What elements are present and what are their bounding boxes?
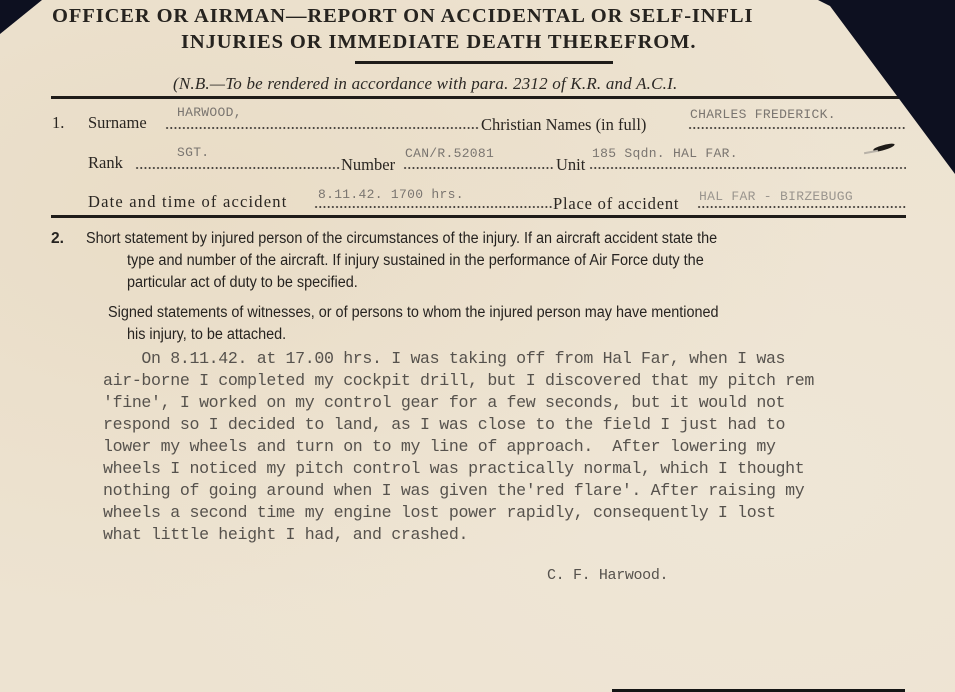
number-dotted-line — [403, 167, 553, 169]
title-underline — [355, 61, 613, 64]
rank-dotted-line — [135, 167, 340, 169]
section-2-number: 2. — [51, 230, 64, 247]
section-1-bottom-rule — [51, 215, 906, 218]
christian-names-label: Christian Names (in full) — [481, 115, 647, 134]
date-dotted-line — [314, 206, 552, 208]
christian-names-value: CHARLES FREDERICK. — [690, 107, 836, 122]
dark-background-corner-top-left — [0, 0, 42, 34]
place-label: Place of accident — [553, 194, 680, 213]
instruction-line-1: Short statement by injured person of the circumstances of the injury. If an aircraft accident state the — [86, 230, 718, 247]
form-note: (N.B.—To be rendered in accordance with para. 2312 of K.R. and A.C.I. — [173, 74, 678, 93]
typed-signature: C. F. Harwood. — [547, 567, 669, 584]
christian-names-dotted-line — [688, 127, 906, 129]
unit-dotted-line — [589, 167, 906, 169]
statement-line: what little height I had, and crashed. — [103, 525, 469, 544]
surname-dotted-line — [165, 127, 480, 129]
instruction-line-2: type and number of the aircraft. If injury sustained in the performance of Air Force duty the — [127, 252, 704, 269]
number-value: CAN/R.52081 — [405, 146, 495, 161]
unit-value: 185 Sqdn. HAL FAR. — [592, 146, 738, 161]
statement-line: lower my wheels and turn on to my line of approach. After lowering my — [103, 437, 776, 456]
statement-line: On 8.11.42. at 17.00 hrs. I was taking off from Hal Far, when I was — [103, 349, 786, 368]
witness-line-2: his injury, to be attached. — [127, 326, 287, 343]
unit-label: Unit — [556, 155, 586, 174]
statement-line: nothing of going around when I was given the'red flare'. After raising my — [103, 481, 805, 500]
place-dotted-line — [697, 206, 906, 208]
surname-value: HARWOOD, — [177, 105, 242, 120]
date-value: 8.11.42. 1700 hrs. — [318, 187, 464, 202]
statement-line: wheels a second time my engine lost power rapidly, consequently I lost — [103, 503, 776, 522]
form-title-line-2: INJURIES OR IMMEDIATE DEATH THEREFROM. — [181, 31, 697, 53]
number-label: Number — [341, 155, 396, 174]
statement-line: air-borne I completed my cockpit drill, but I discovered that my pitch rem — [103, 371, 814, 390]
section-1-number: 1. — [52, 113, 65, 132]
surname-label: Surname — [88, 113, 147, 132]
statement-line: wheels I noticed my pitch control was practically normal, which I thought — [103, 459, 805, 478]
place-value: HAL FAR - BIRZEBUGG — [699, 189, 853, 204]
rank-value: SGT. — [177, 145, 210, 160]
statement-line: respond so I decided to land, as I was close to the field I just had to — [103, 415, 786, 434]
statement-line: 'fine', I worked on my control gear for a few seconds, but it would not — [103, 393, 786, 412]
witness-line-1: Signed statements of witnesses, or of persons to whom the injured person may have mentioned — [108, 304, 719, 321]
date-label: Date and time of accident — [88, 192, 288, 211]
instruction-line-3: particular act of duty to be specified. — [127, 274, 358, 291]
rank-label: Rank — [88, 153, 123, 172]
form-title-line-1: OFFICER OR AIRMAN—REPORT ON ACCIDENTAL OR SELF-INFLI — [52, 5, 754, 27]
header-rule — [51, 96, 906, 99]
